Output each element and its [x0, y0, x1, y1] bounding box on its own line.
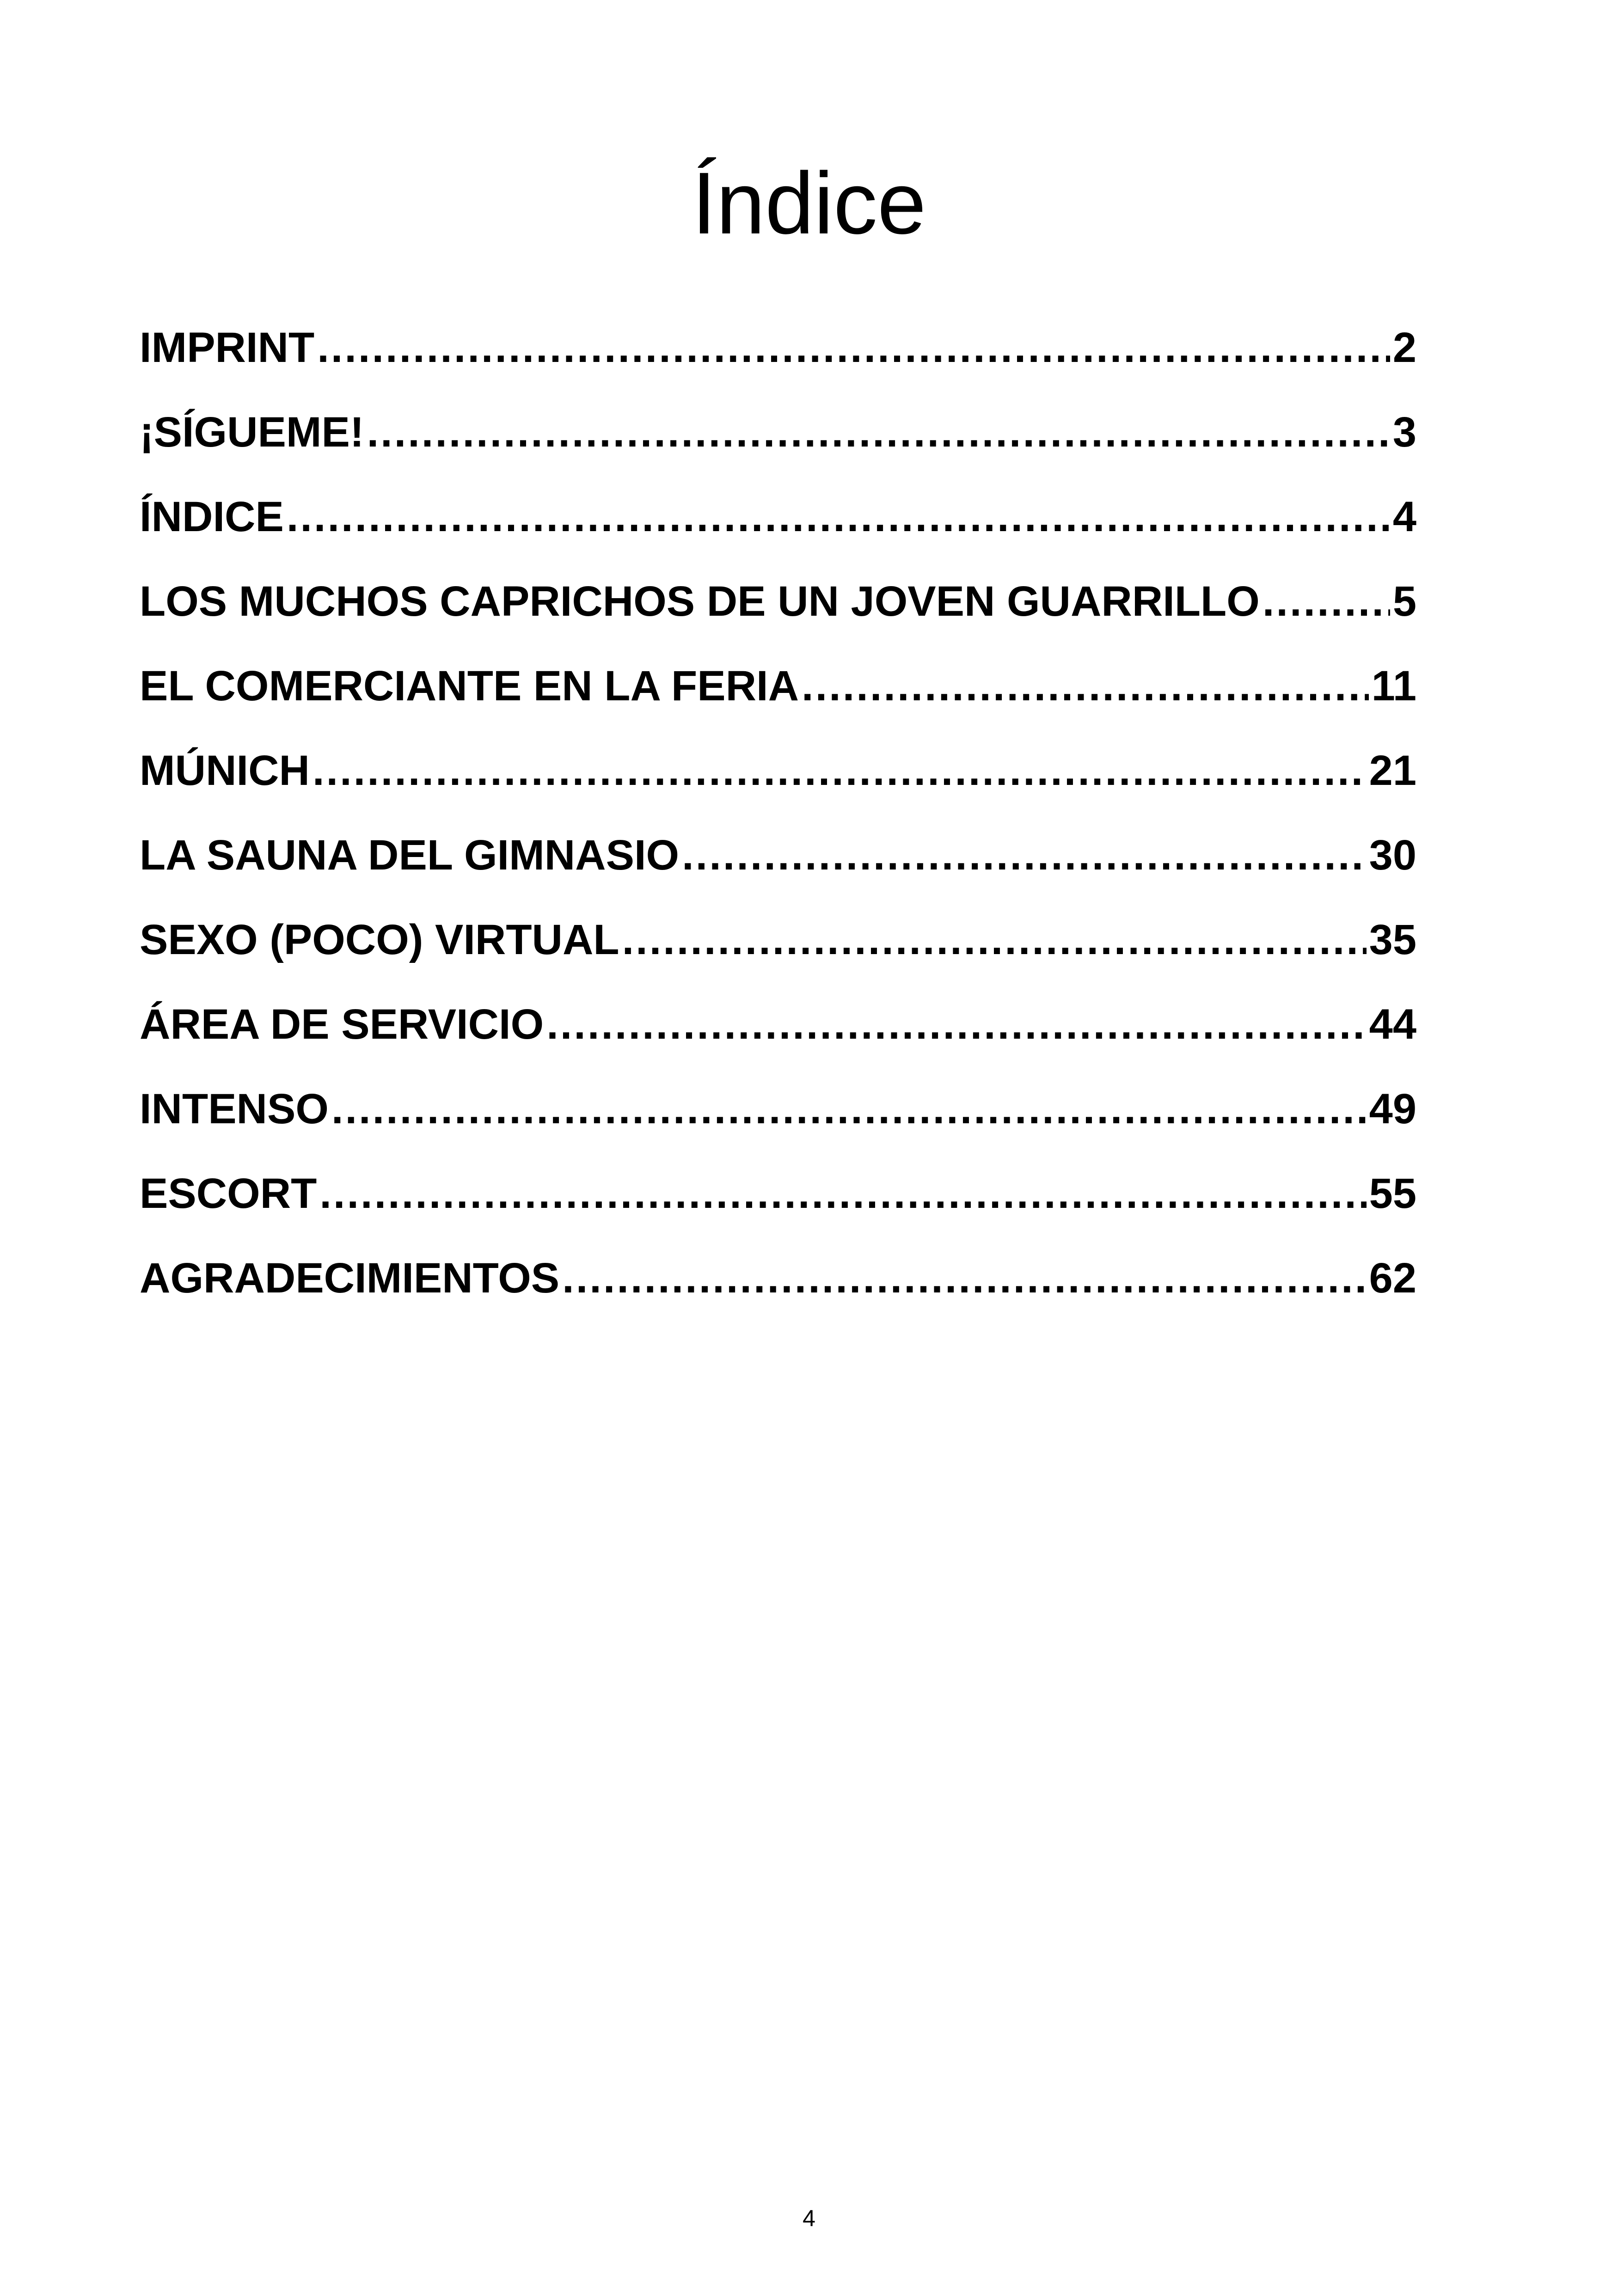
toc-entry-title: ESCORT	[140, 1170, 317, 1217]
toc-entry-imprint[interactable]	[140, 324, 1416, 408]
toc-dot-leader	[331, 1085, 1367, 1133]
toc-entry-page: 62	[1369, 1255, 1416, 1302]
toc-entry-title: ¡SÍGUEME!	[140, 409, 364, 456]
toc-entry-title: ÍNDICE	[140, 493, 284, 540]
toc-entry-page: 35	[1369, 916, 1416, 963]
toc-entry-title: MÚNICH	[140, 747, 310, 794]
toc-dot-leader	[367, 408, 1390, 457]
toc-entry-title: LA SAUNA DEL GIMNASIO	[140, 832, 680, 879]
toc-entry-la-sauna[interactable]	[140, 831, 1416, 916]
toc-entry-title: EL COMERCIANTE EN LA FERIA	[140, 662, 799, 710]
toc-dot-leader	[287, 493, 1390, 541]
toc-entry-el-comerciante[interactable]	[140, 662, 1416, 747]
toc-entry-los-muchos-caprichos[interactable]	[140, 577, 1416, 662]
toc-dot-leader	[1263, 577, 1390, 626]
table-of-contents	[140, 324, 1416, 1339]
toc-entry-title: AGRADECIMIENTOS	[140, 1255, 560, 1302]
toc-entry-intenso[interactable]	[140, 1085, 1416, 1169]
page-number: 4	[803, 2205, 815, 2231]
toc-entry-page: 2	[1392, 324, 1416, 371]
toc-entry-title: IMPRINT	[140, 324, 315, 371]
toc-dot-leader	[622, 916, 1367, 964]
toc-entry-page: 55	[1369, 1170, 1416, 1217]
toc-entry-page: 5	[1392, 578, 1416, 625]
toc-dot-leader	[802, 662, 1369, 710]
toc-entry-page: 44	[1369, 1001, 1416, 1048]
toc-dot-leader	[546, 1000, 1366, 1049]
toc-entry-area-de-servicio[interactable]	[140, 1000, 1416, 1085]
toc-entry-title: SEXO (POCO) VIRTUAL	[140, 916, 619, 963]
toc-entry-page: 11	[1371, 662, 1416, 710]
toc-dot-leader	[319, 1169, 1366, 1218]
toc-entry-page: 4	[1392, 493, 1416, 540]
toc-dot-leader	[682, 831, 1367, 880]
toc-dot-leader	[317, 324, 1390, 372]
toc-entry-page: 49	[1369, 1085, 1416, 1133]
toc-entry-agradecimientos[interactable]	[140, 1254, 1416, 1339]
toc-entry-indice[interactable]	[140, 493, 1416, 577]
toc-entry-title: ÁREA DE SERVICIO	[140, 1001, 544, 1048]
toc-entry-page: 3	[1392, 409, 1416, 456]
toc-entry-page: 30	[1369, 832, 1416, 879]
toc-dot-leader	[562, 1254, 1367, 1303]
toc-entry-escort[interactable]	[140, 1169, 1416, 1254]
toc-entry-title: LOS MUCHOS CAPRICHOS DE UN JOVEN GUARRILLO	[140, 578, 1260, 625]
toc-entry-sexo-virtual[interactable]	[140, 916, 1416, 1000]
toc-entry-munich[interactable]	[140, 747, 1416, 831]
toc-entry-title: INTENSO	[140, 1085, 329, 1133]
toc-entry-sigueme[interactable]	[140, 408, 1416, 493]
toc-entry-page: 21	[1369, 747, 1416, 794]
page-title: Índice	[692, 154, 926, 252]
toc-dot-leader	[313, 747, 1367, 795]
